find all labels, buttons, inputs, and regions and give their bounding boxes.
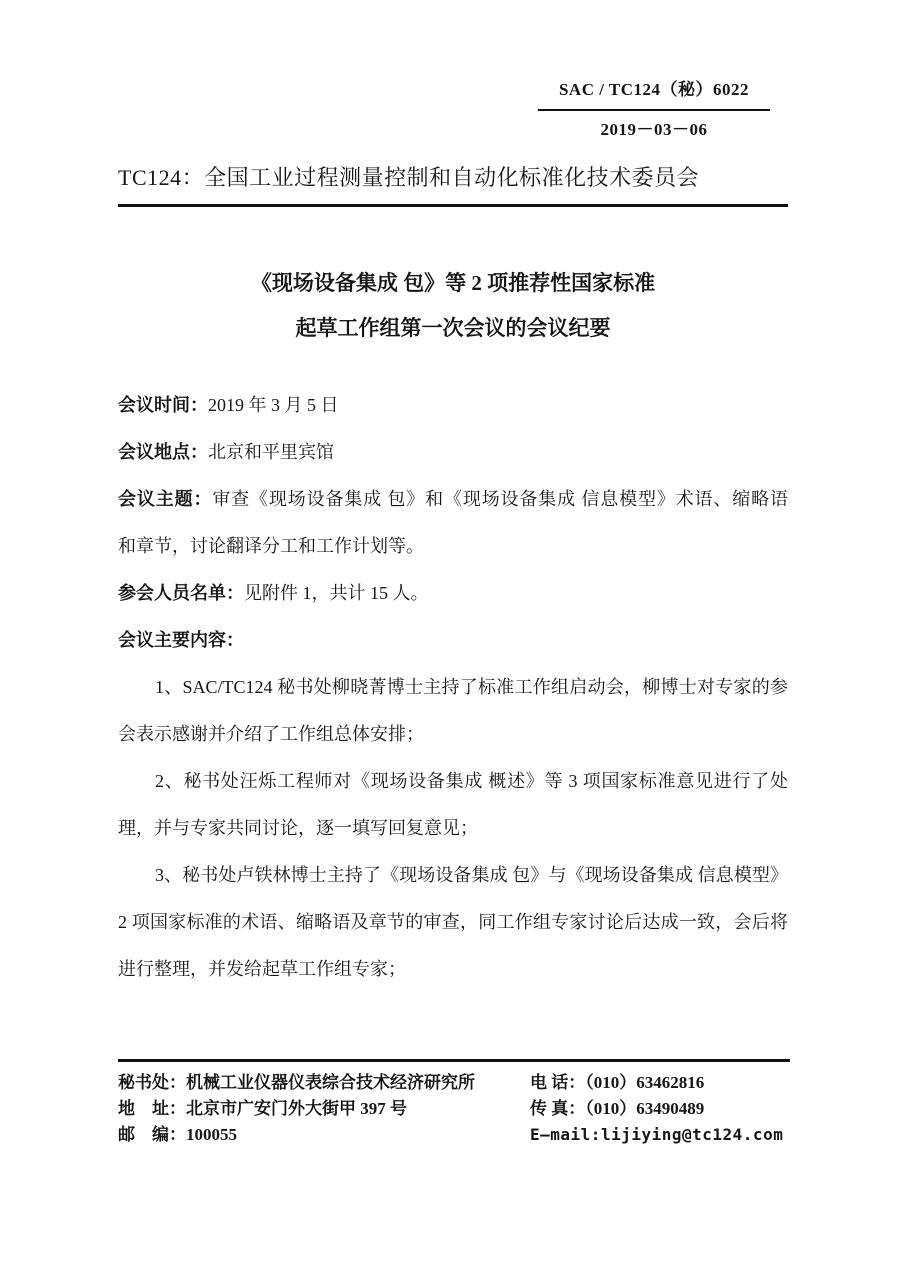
meeting-place-value: 北京和平里宾馆 [208, 442, 334, 462]
meeting-time-value: 2019 年 3 月 5 日 [208, 395, 339, 415]
item1-line1: 1、SAC/TC124 秘书处柳晓菁博士主持了标准工作组启动会，柳博士对专家的参 [155, 677, 788, 697]
item3-line3: 进行整理，并发给起草工作组专家； [118, 959, 406, 979]
footer-phone-row [530, 1070, 790, 1096]
footer-right-column [530, 1070, 790, 1148]
footer-secretariat-row [118, 1070, 530, 1096]
item3-line2: 2 项国家标准的术语、缩略语及章节的审查，同工作组专家讨论后达成一致，会后将 [118, 912, 788, 932]
phone-label: 电 话： [530, 1073, 586, 1092]
postcode-label: 邮 编： [118, 1125, 186, 1144]
meeting-place-label: 会议地点： [118, 442, 208, 462]
meeting-time-label: 会议时间： [118, 395, 208, 415]
email-label: E—mail: [530, 1125, 601, 1144]
meeting-topic-value: 审查《现场设备集成 包》和《现场设备集成 信息模型》术语、缩略语 [212, 489, 789, 509]
meeting-topic-line2: 和章节，讨论翻译分工和工作计划等。 [118, 536, 424, 556]
document-footer [118, 1059, 790, 1148]
email-value: lijiying@tc124.com [600, 1125, 784, 1144]
document-title-line1: 《现场设备集成 包》等 2 项推荐性国家标准 [250, 271, 656, 295]
footer-left-column [118, 1070, 530, 1148]
phone-value: （010）63462816 [585, 1073, 705, 1092]
fax-label: 传 真： [530, 1099, 586, 1118]
attendees-line [118, 570, 788, 617]
doc-date: 2019－03－06 [600, 120, 708, 139]
footer-columns [118, 1070, 790, 1148]
header-rule [118, 204, 788, 207]
page-content [118, 0, 788, 993]
meeting-topic-line1 [118, 476, 788, 523]
address-label: 地 址： [118, 1099, 186, 1118]
doc-number: SAC / TC124（秘）6022 [538, 80, 770, 111]
item2-line1: 2、秘书处汪烁工程师对《现场设备集成 概述》等 3 项国家标准意见进行了处 [155, 771, 788, 791]
document-body [118, 382, 788, 993]
doc-number-block [538, 80, 770, 140]
footer-fax-row [530, 1096, 790, 1122]
secretariat-value: 机械工业仪器仪表综合技术经济研究所 [186, 1073, 475, 1092]
footer-address-row [118, 1096, 530, 1122]
item2-line2: 理，并与专家共同讨论，逐一填写回复意见； [118, 818, 478, 838]
meeting-time-line [118, 382, 788, 429]
attendees-value: 见附件 1，共计 15 人。 [244, 583, 429, 603]
attendees-label: 参会人员名单： [118, 583, 244, 603]
meeting-topic-label: 会议主题： [118, 489, 213, 509]
meeting-place-line [118, 429, 788, 476]
address-value: 北京市广安门外大街甲 397 号 [186, 1099, 407, 1118]
document-title-line2: 起草工作组第一次会议的会议纪要 [295, 316, 611, 340]
footer-rule [118, 1059, 790, 1062]
item1-line2: 会表示感谢并介绍了工作组总体安排； [118, 724, 424, 744]
committee-name: TC124：全国工业过程测量控制和自动化标准化技术委员会 [118, 165, 700, 190]
postcode-value: 100055 [186, 1125, 237, 1144]
main-content-heading: 会议主要内容： [118, 630, 244, 650]
document-title [118, 271, 788, 340]
footer-postcode-row [118, 1122, 530, 1148]
secretariat-label: 秘书处： [118, 1073, 186, 1092]
fax-value: （010）63490489 [585, 1099, 705, 1118]
footer-email-row [530, 1122, 790, 1148]
item3-line1: 3、秘书处卢铁林博士主持了《现场设备集成 包》与《现场设备集成 信息模型》 [155, 865, 788, 885]
